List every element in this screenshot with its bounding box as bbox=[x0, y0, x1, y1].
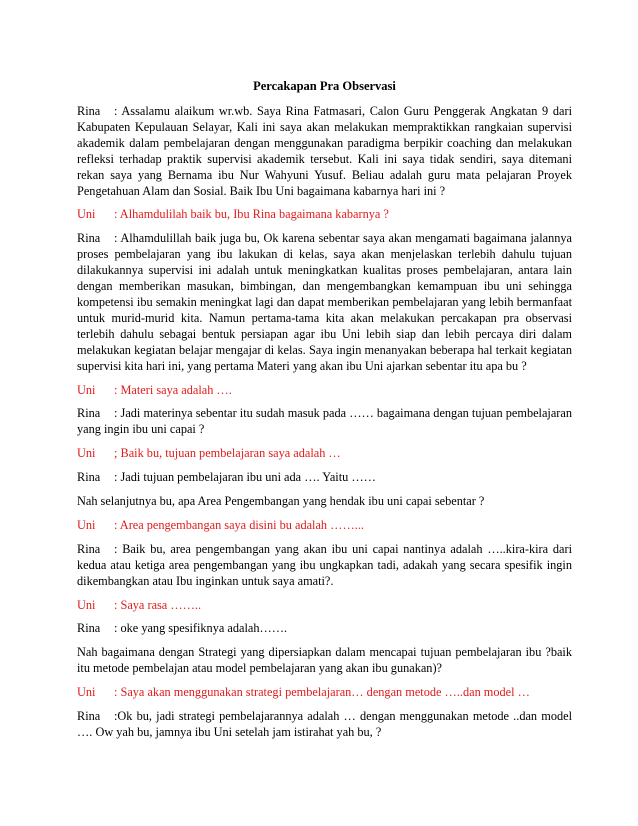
paragraph-uni-5 bbox=[77, 598, 572, 614]
paragraph-text: Nah bagaimana dengan Strategi yang dipersiapkan dalam mencapai tujuan pembelajaran ibu ?baik itu metode pembelajan atau model pembelajaran yang akan ibu gunakan)? bbox=[77, 645, 572, 676]
paragraph-rina-6 bbox=[77, 621, 572, 637]
paragraph-text: Nah selanjutnya bu, apa Area Pengembangan yang hendak ibu uni capai sebentar ? bbox=[77, 494, 485, 509]
speaker-label: Rina bbox=[77, 104, 101, 118]
speaker-label: Rina bbox=[77, 470, 101, 485]
paragraph-text: : Materi saya adalah …. bbox=[114, 382, 232, 397]
paragraph-rina-1 bbox=[77, 104, 572, 199]
paragraph-text: : Alhamdulilah baik bu, Ibu Rina bagaimana kabarnya ? bbox=[114, 207, 389, 222]
paragraph-uni-1 bbox=[77, 207, 572, 223]
paragraph-text: : Area pengembangan saya disini bu adalah ……... bbox=[114, 517, 364, 532]
speaker-label: Uni bbox=[77, 207, 96, 222]
speaker-label: Uni bbox=[77, 446, 96, 461]
speaker-label: Rina bbox=[77, 709, 101, 724]
paragraph-uni-6 bbox=[77, 685, 572, 701]
paragraph-uni-3 bbox=[77, 446, 572, 462]
paragraph-rina-5 bbox=[77, 542, 572, 590]
paragraph-text: ; Baik bu, tujuan pembelajaran saya adalah … bbox=[114, 446, 341, 461]
paragraph-rina-7 bbox=[77, 709, 572, 741]
paragraph-rina-4 bbox=[77, 470, 572, 486]
paragraph-uni-4 bbox=[77, 518, 572, 534]
paragraph-text: : Alhamdulillah baik juga bu, Ok karena sebentar saya akan mengamati bagaimana jalannya proses pembelajaran yang ibu lakukan di kelas, saya akan menjelaskan terlebih dahulu tujuan dilakukannya supervisi ini adalah untuk meningkatkan kualitas proses pembelajaran, antara lain dengan memberikan masukan, bimbingan, dan mengembangkan kemampuan ibu uni sehingga kompetensi ibu semakin meningkat lagi dan dapat memberikan pembelajaran yang lebih bermanfaat untuk murid-murid kita. Namun pertama-tama kita akan melakukan percakapan pra observasi terlebih dahulu sebagai bentuk persiapan agar ibu Uni lebih siap dan lebih percaya diri dalam melakukan kegiatan belajar mengajar di kelas. Saya ingin menanyakan beberapa hal terkait kegiatan supervisi kita hari ini, yang pertama Materi yang akan ibu Uni ajarkan sebentar itu apa bu ? bbox=[77, 231, 572, 373]
speaker-label: Uni bbox=[77, 597, 96, 612]
paragraph-text: : Jadi materinya sebentar itu sudah masuk pada …… bagaimana dengan tujuan pembelajaran yang ingin ibu uni capai ? bbox=[77, 406, 572, 437]
speaker-label: Uni bbox=[77, 685, 96, 700]
paragraph-rina-continuation-2 bbox=[77, 645, 572, 677]
speaker-label: Rina bbox=[77, 231, 101, 246]
paragraph-rina-continuation-1 bbox=[77, 494, 572, 510]
paragraph-text: : Baik bu, area pengembangan yang akan ibu uni capai nantinya adalah …..kira-kira dari kedua atau ketiga area pengembangan yang ibu ungkapkan tadi, adakah yang secara spesifik ingin dikembangkan atau Ibu inginkan untuk saya amati?. bbox=[77, 541, 572, 588]
paragraph-rina-2 bbox=[77, 231, 572, 374]
document-title: Percakapan Pra Observasi bbox=[253, 79, 396, 93]
paragraph-text: : Saya akan menggunakan strategi pembelajaran… dengan metode …..dan model … bbox=[114, 685, 530, 700]
paragraph-rina-3 bbox=[77, 406, 572, 438]
paragraph-text: : Saya rasa …….. bbox=[114, 597, 202, 612]
paragraph-uni-2 bbox=[77, 383, 572, 399]
speaker-label: Rina bbox=[77, 621, 101, 636]
paragraph-text: :Ok bu, jadi strategi pembelajarannya adalah … dengan menggunakan metode ..dan model …. Ow yah bu, jamnya ibu Uni setelah jam istirahat yah bu, ? bbox=[77, 709, 572, 739]
paragraph-text: : oke yang spesifiknya adalah……. bbox=[114, 621, 288, 636]
speaker-label: Uni bbox=[77, 382, 96, 397]
speaker-label: Rina bbox=[77, 541, 101, 556]
paragraph-text: : Assalamu alaikum wr.wb. Saya Rina Fatmasari, Calon Guru Penggerak Angkatan 9 dari Kabupaten Kepulauan Selayar, Kali ini saya akan melakukan mempraktikkan rangkaian supervisi akademik dalam pembelajaran dengan menggunakan paradigma berpikir coaching dan melakukan refleksi terhadap praktik supervisi akademik tersebut. Kali ini saya tidak sendiri, saya ditemani rekan saya yang Bernama ibu Nur Wahyuni Yusuf. Beliau adalah guru mata pelajaran Proyek Pengetahuan Alam dan Sosial. Baik Ibu Uni bagaimana kabarnya hari ini ? bbox=[77, 104, 572, 198]
speaker-label: Rina bbox=[77, 406, 101, 421]
speaker-label: Uni bbox=[77, 517, 96, 532]
paragraph-text: : Jadi tujuan pembelajaran ibu uni ada …. Yaitu …… bbox=[114, 470, 376, 485]
